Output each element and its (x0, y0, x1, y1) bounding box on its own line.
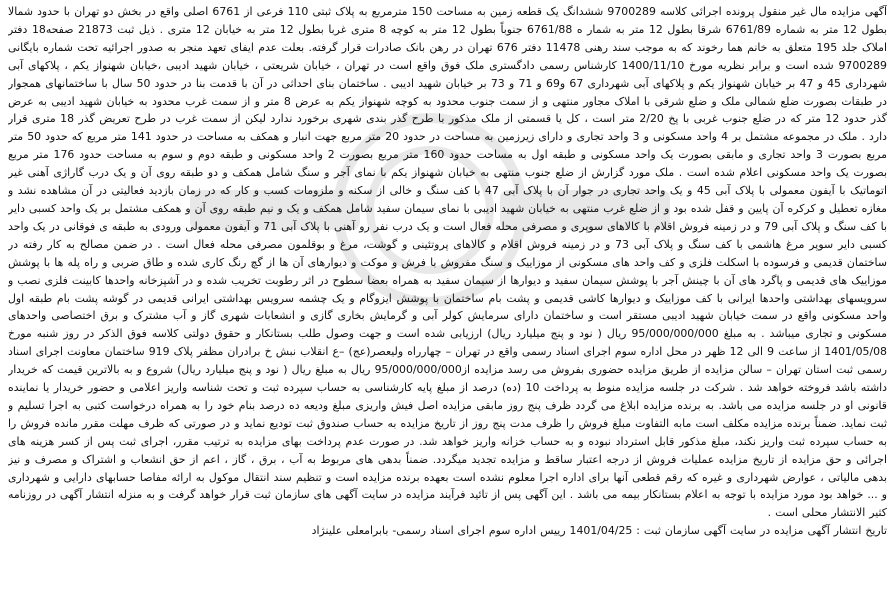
auction-notice (8, 3, 887, 607)
notice-body: آگهی مزایده مال غیر منقول پرونده اجرائی کلاسه 9700289 ششدانگ یک قطعه زمین به مساحت 150 مترمربع به پلاک ثبتی 110 فرعی از 6761 اصلی واقع در بخش دو تهران با حدود شمالا بطول 12 متر به شماره 6761/89 شرقا بطول 12 متر به شمار ه 6761/88 جنوباً بطول 12 متر به کوچه 8 متری غربا بطول 12 متر به خیابان 12 متری . ذیل ثبت 21873 صفحه18 دفتر املاک جلد 195 متعلق به خانم هما رخوند که به موجب سند رهنی 11478 دفتر 676 تهران در رهن بانک صادرات قرار گرفته. بعلت عدم ایفای تعهد منجر به صدور اجرائیه تحت شماره بایگانی 9700289 شده است و برابر نظریه مورخ 1400/11/10 کارشناس رسمی دادگستری ملک فوق واقع است در تهران ، خیابان شریعتی ، خیابان شهید ادیبی ،خیابان شهنواز یکم ، پلاکهای آبی شهرداری 45 و 47 بر خیابان شهنواز یکم و پلاکهای آبی شهرداری 67 و69 و 71 و 73 بر خیابان شهید ادیبی . ساختمان بنای احداثی در آن با قدمت بنا در حدود 50 سال با ساختمانهای همجوار در طبقات بصورت ضلع شمالی ملک و ضلع شرقی با املاک مجاور منتهی و از سمت جنوب محدود به کوچه شهنواز یکم به عرض 8 متر و از سمت غرب محدود به خیابان شهید ادیبی به عرض گذر حدود 12 متر که در ضلع جنوب غربی با پخ 2/20 متر است ، کل یا قسمتی از ملک مذکور با طرح گذر بندی شهری برخورد ندارد لیکن از سمت غرب در طرح تعریض گذر 18 متری قرار دارد . ملک در مجموعه مشتمل بر 4 واحد مسکونی و 3 واحد تجاری و دارای زیرزمین به مساحت در حدود 20 متر مربع جهت انبار و همکف به مساحت در حدود 141 متر مربع که حدود 50 متر مربع بصورت 3 واحد تجاری و مابقی بصورت یک واحد مسکونی و طبقه اول به مساحت حدود 160 متر مربع بصورت 2 واحد مسکونی و طبقه دوم و سوم به مساحت حدود 176 متر مربع بصورت یک واحد مسکونی اعلام شده است . ملک مورد گزارش از ضلع جنوب منتهی به خیابان شهنواز یکم با نمای آجر و سنگ شامل همکف و دو طبقه روی آن و یک درب گاراژی آهنی غیر اتوماتیک با آیفون معمولی با پلاک آبی 45 و یک واحد تجاری در جوار آن با پلاک آبی 47 با کف سنگ و خالی از سکنه و ملزومات کسب و کار که در زمان بازدید فعالیتی در آن مشاهده نشد و مغازه تعطیل و کرکره آن پایین و قفل شده بود و از ضلع غرب منتهی به خیابان شهید ادیبی با نمای سیمان سفید شامل همکف و یک و نیم طبقه روی آن و همکف مشتمل بر یک واحد کسبی دایر با کف سنگ و پلاک آبی 79 و در زمینه فروش اقلام با کالاهای سوپری و مصرفی محله فعال است و یک درب نفر رو آهنی با پلاک آبی 71 و آیفون معمولی ورودی به طبقه ی فوقانی در یک واحد کسبی دایر سوپر مرغ هاشمی با کف سنگ و پلاک آبی 73 و در زمینه فروش اقلام و کالاهای پروتئینی و گوشت، مرغ و بوقلمون مصرفی محله فعال است . در ضمن مصالح به کار رفته در ساختمان قدیمی و فرسوده با اسکلت فلزی و کف واحد های مسکونی از موزاییک و سنگ مفروش با فرش و موکت و دیوارهای آن ها از گچ رنگ کاری شده و طاق ضربی و راه پله ها با پوشش موزاییک های قدیمی و پاگرد های آن با چینش آجر با پوشش سیمان سفید و دیوارها از سیمان سفید به همراه بعضا سطوح در اثر رطوبت تخریب شده و در آشپزخانه واحدها کابینت فلزی نصب و سرویسهای بهداشتی واحدها ایرانی با کف موزاییک و دیوارها کاشی قدیمی و پشت بام ساختمان با پوشش ایزوگام و یک چشمه سرویس بهداشتی ایرانی قدیمی در گوشه پشت بام طبقه اول واحد مسکونی واقع در سمت خیابان شهید ادیبی مستقر است و ساختمان دارای سرمایش کولر آبی و گرمایش بخاری گازی و انشعابات شهری گاز و آب مشترک و برق اختصاصی واحدهای مسکونی و تجاری میباشد . به مبلغ 95/000/000/000 ریال ( نود و پنج میلیارد ریال) ارزیابی شده است و جهت وصول طلب بستانکار و حقوق دولتی کلاسه فوق الذکر در روز شنبه مورخ 1401/05/08 از ساعت 9 الی 12 ظهر در محل اداره سوم اجرای اسناد رسمی واقع در تهران – چهارراه ولیعصر(عج) –ع انقلاب نبش خ برادران مظفر پلاک 919 ساختمان معاونت اجرای اسناد رسمی ثبت استان تهران – سالن مزایده از طریق مزایده حضوری بفروش می رسد مزایده از95/000/000/000 ریال به مبلغ ریال ( نود و پنج میلیارد ریال) شروع و به بالاترین قیمت که خریدار داشته باشد فروخته خواهد شد . شرکت در جلسه مزایده منوط به پرداخت 10 (ده) درصد از مبلغ پایه کارشناسی به حساب سپرده ثبت و تحت شناسه واریز اعلامی و حضور خریدار یا نماینده قانونی او در جلسه مزایده می باشد. به برنده مزایده ابلاغ می گردد ظرف پنج روز مابقی مزایده اصل فیش واریزی مبلغ ودیعه ده درصد بنام خود را به همراه درخواست کتبی به اجرا تسلیم و ثبت نماید. ضمناً برنده مزایده مکلف است مابه التفاوت مبلغ فروش را ظرف مدت پنج روز از تاریخ مزایده به حساب صندوق ثبت تودیع نماید و در صورتی که ظرف مهلت مقرر مانده فروش را به حساب سپرده ثبت واریز نکند، مبلغ مذکور قابل استرداد نبوده و به حساب خزانه واریز خواهد شد. در صورت عدم پرداخت بهای مزایده به ترتیب مقرر، اجرای ثبت پس از کسر هزینه های اجرائی و حق مزایده از تاریخ مزایده عملیات فروش از درجه اعتبار ساقط و مزایده تجدید میگردد. ضمناً بدهی های مربوط به آب ، برق ، گاز ، اعم از حق انشعاب و اشتراک و مصرف و نیز بدهی مالیاتی ، عوارض شهرداری و غیره که رقم قطعی آنها برای اداره اجرا معلوم نشده است بعهده برنده مزایده است و تنظیم سند انتقال موکول به ارائه مفاصا حسابهای دارایی و شهرداری و ... خواهد بود مورد مزایده با توجه به اعلام بستانکار بیمه می باشد . این آگهی پس از تائید فرآیند مزایده در سایت آگهی های سازمان ثبت قرار خواهد گرفت و به منزله انتشار آگهی در روزنامه کثیر الانتشار محلی است . (8, 5, 887, 520)
notice-footer: تاریخ انتشار آگهی مزایده در سایت آگهی سازمان ثبت : 1401/04/25 رییس اداره سوم اجرای اسناد رسمی- بابرامعلی علینژاد (311, 524, 887, 538)
